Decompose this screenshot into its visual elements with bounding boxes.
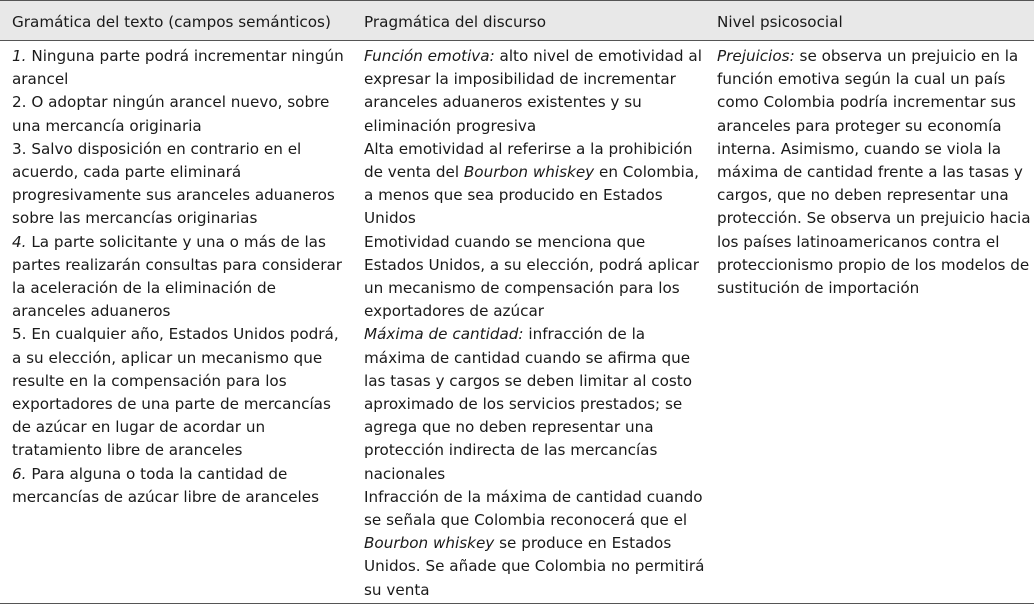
grammar-item: 1. Ninguna parte podrá incrementar ningún arancel <box>12 47 344 89</box>
grammar-item: 5. En cualquier año, Estados Unidos podrá, a su elección, aplicar un mecanismo que resulte en la compensación para los exportadores de una parte de mercancías de azúcar en lugar de acordar un tratamiento libre de aranceles <box>12 325 339 460</box>
pragmatics-paragraph: Infracción de la máxima de cantidad cuando se señala que Colombia reconocerá que el Bourbon whiskey se produce en Estados Unidos. Se añade que Colombia no permitirá su venta <box>364 487 705 599</box>
grammar-item: 3. Salvo disposición en contrario en el acuerdo, cada parte eliminará progresivamente sus aranceles aduaneros sobre las mercancías originarias <box>12 139 335 228</box>
pragmatics-cell <box>364 45 709 602</box>
pragmatics-paragraph: Máxima de cantidad: infracción de la máxima de cantidad cuando se afirma que las tasas y cargos se deben limitar al costo aproximado de los servicios prestados; se agrega que no deben representar una protección indirecta de las mercancías nacionales <box>364 325 693 483</box>
psychosocial-paragraph: Prejuicios: se observa un prejuicio en la función emotiva según la cual un país como Colombia podría incrementar sus aranceles para proteger su economía interna. Asimismo, cuando se viola la máxima de cantidad frente a las tasas y cargos, que no deben representar una protección. Se observa un prejuicio hacia los países latinoamericanos contra el proteccionismo propio de los modelos de sustitución de importación <box>717 47 1031 298</box>
grammar-item: 6. Para alguna o toda la cantidad de mercancías de azúcar libre de aranceles <box>12 464 320 506</box>
header-grammar: Gramática del texto (campos semánticos) <box>12 13 331 31</box>
header-pragmatics: Pragmática del discurso <box>364 13 547 31</box>
psychosocial-cell <box>717 45 1032 300</box>
grammar-item: 2. O adoptar ningún arancel nuevo, sobre una mercancía originaria <box>12 93 330 135</box>
pragmatics-paragraph: Función emotiva: alto nivel de emotividad al expresar la imposibilidad de incrementar aranceles aduaneros existentes y su eliminación progresiva <box>364 47 702 135</box>
pragmatics-paragraph: Alta emotividad al referirse a la prohibición de venta del Bourbon whiskey en Colombia, a menos que sea producido en Estados Unidos <box>364 139 699 228</box>
grammar-cell <box>12 45 352 509</box>
pragmatics-paragraph: Emotividad cuando se menciona que Estados Unidos, a su elección, podrá aplicar un mecanismo de compensación para los exportadores de azúcar <box>364 232 700 321</box>
table-row <box>0 41 1034 606</box>
table-header <box>0 0 1034 41</box>
bottom-divider <box>0 603 1034 604</box>
header-psychosocial: Nivel psicosocial <box>717 13 843 31</box>
grammar-item: 4. La parte solicitante y una o más de las partes realizarán consultas para considerar la aceleración de la eliminación de aranceles aduaneros <box>12 232 343 321</box>
